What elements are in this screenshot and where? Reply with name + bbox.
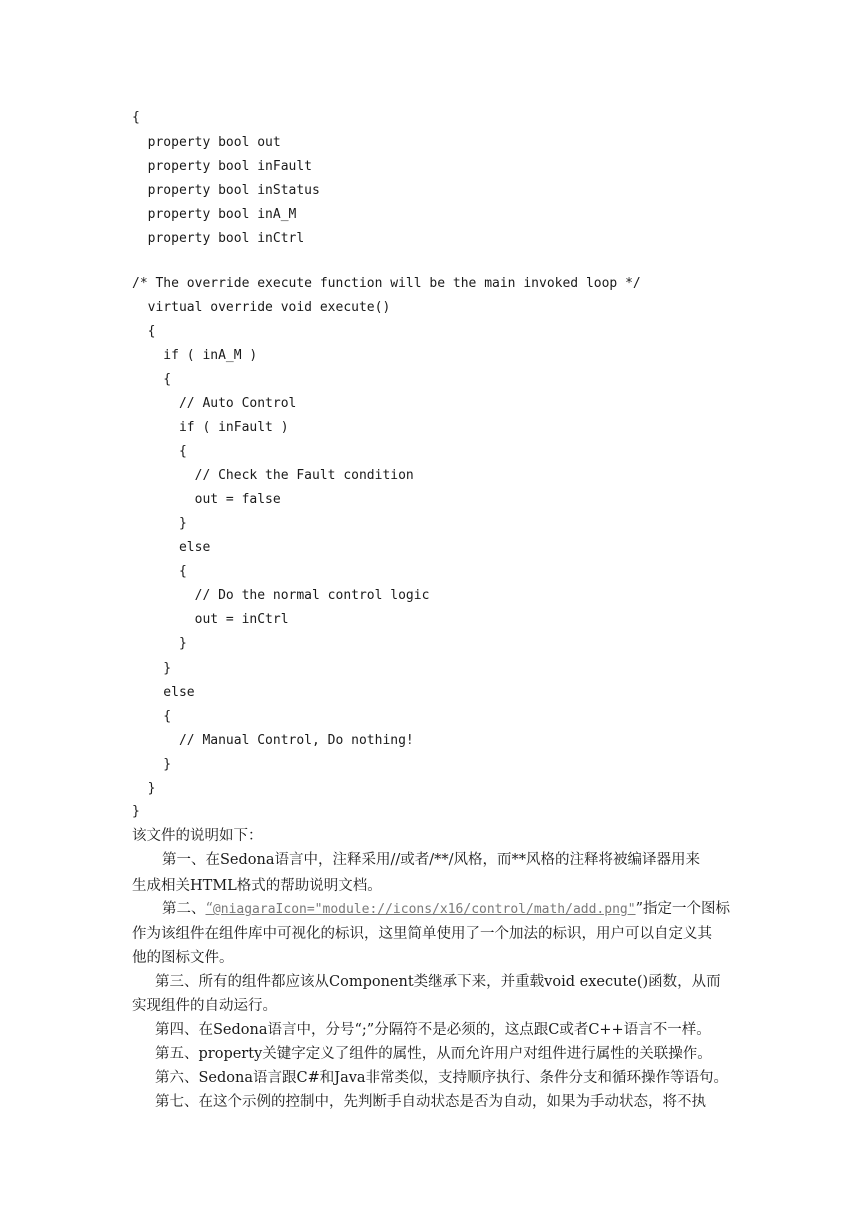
code-line: } (132, 804, 140, 819)
code-line: { (132, 372, 172, 387)
paragraph-2-line: 作为该组件在组件库中可视化的标识，这里简单使用了一个加法的标识，用户可以自定义其 (132, 926, 712, 942)
code-listing (0, 0, 641, 819)
paragraph-2-after: ”指定一个图标 (635, 901, 730, 917)
code-line: } (132, 636, 187, 651)
paragraph-3-line: 第三、所有的组件都应该从Component类继承下来，并重载void execute()函数，从而 (155, 974, 721, 990)
code-line: if ( inA_M ) (132, 348, 258, 363)
paragraph-7: 第七、在这个示例的控制中，先判断手自动状态是否为自动，如果为手动状态，将不执 (155, 1094, 706, 1110)
code-line: out = inCtrl (132, 612, 289, 627)
code-comment: // Check the Fault condition (132, 468, 414, 483)
paragraph-3-line: 实现组件的自动运行。 (132, 998, 277, 1014)
code-comment: // Manual Control, Do nothing! (132, 733, 414, 748)
code-line: { (132, 110, 140, 125)
code-line: else (132, 540, 211, 555)
code-line: else (132, 685, 195, 700)
code-comment: // Auto Control (132, 396, 297, 411)
code-line: property bool inCtrl (132, 231, 305, 246)
code-line: property bool inStatus (132, 183, 320, 198)
code-line: { (132, 444, 187, 459)
code-line: if ( inFault ) (132, 420, 289, 435)
code-line: { (132, 709, 172, 724)
paragraph-1-line: 第一、在Sedona语言中，注释采用//或者/**/风格，而**风格的注释将被编译器用来 (162, 852, 701, 868)
code-line: property bool inFault (132, 159, 313, 174)
code-line: { (132, 564, 187, 579)
paragraph-2-line: 他的图标文件。 (132, 950, 234, 966)
code-line: } (132, 661, 172, 676)
code-line: } (132, 516, 187, 531)
code-comment: /* The override execute function will be the main invoked loop */ (132, 276, 641, 291)
code-line: virtual override void execute() (132, 300, 391, 315)
paragraph-5: 第五、property关键字定义了组件的属性，从而允许用户对组件进行属性的关联操作。 (155, 1046, 712, 1062)
paragraph-2-line (162, 899, 730, 919)
paragraph-1-line: 生成相关HTML格式的帮助说明文档。 (132, 878, 382, 894)
code-line: out = false (132, 492, 281, 507)
paragraph-4: 第四、在Sedona语言中，分号“;”分隔符不是必须的，这点跟C或者C++语言不一样。 (155, 1022, 711, 1038)
paragraph-2-prefix: 第二、 (162, 901, 206, 917)
niagara-icon-link[interactable]: @niagaraIcon="module://icons/x16/control/math/add.png" (212, 902, 636, 917)
code-line: } (132, 781, 156, 796)
intro-heading: 该文件的说明如下： (132, 828, 263, 844)
code-line: property bool inA_M (132, 207, 297, 222)
code-line: { (132, 324, 156, 339)
paragraph-2-open-quote: “ (205, 901, 213, 917)
code-line: } (132, 757, 172, 772)
code-line: property bool out (132, 135, 281, 150)
paragraph-6: 第六、Sedona语言跟C#和Java非常类似，支持顺序执行、条件分支和循环操作等语句。 (155, 1070, 729, 1086)
code-comment: // Do the normal control logic (132, 588, 430, 603)
